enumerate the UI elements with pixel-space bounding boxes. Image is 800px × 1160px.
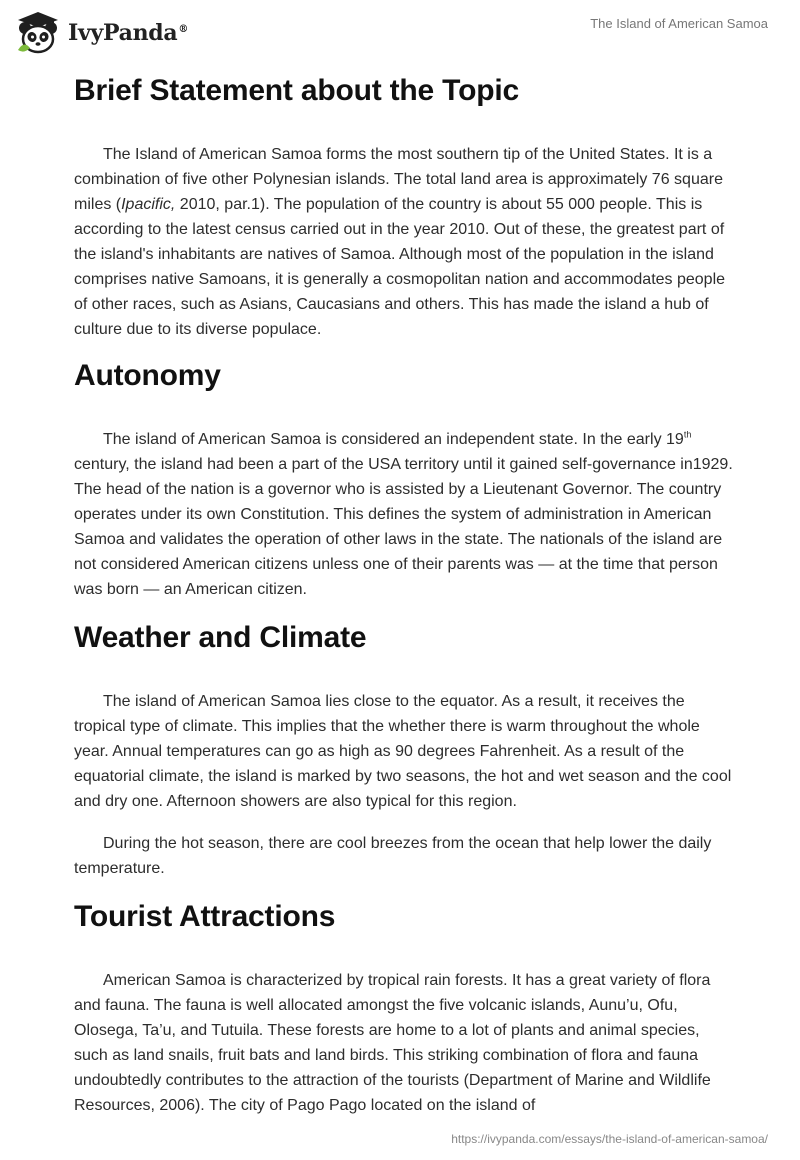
section-tourist-attractions <box>74 898 734 1118</box>
section-brief-statement <box>74 72 734 342</box>
section-heading: Autonomy <box>74 359 221 392</box>
essay-body <box>74 72 734 1120</box>
section-heading: Weather and Climate <box>74 621 367 654</box>
section-autonomy <box>74 357 734 602</box>
source-url-link[interactable]: https://ivypanda.com/essays/the-island-of-american-samoa/ <box>451 1132 768 1146</box>
brand-name: IvyPanda® <box>68 20 189 46</box>
panda-logo-icon <box>14 10 62 56</box>
ivypanda-logo[interactable] <box>14 10 189 56</box>
paragraph: The island of American Samoa lies close to the equator. As a result, it receives the tropical type of climate. This implies that the whether there is warm throughout the whole year. Annual temperatures can go as high as 90 degrees Fahrenheit. As a result of the equatorial climate, the island is marked by two seasons, the hot and wet season and the cool and dry one. Afternoon showers are also typical for this region. <box>74 693 732 810</box>
paragraph: American Samoa is characterized by tropical rain forests. It has a great variety of flora and fauna. The fauna is well allocated amongst the five volcanic islands, Aunu’u, Ofu, Olosega, Ta’u, and Tutuila. These forests are home to a lot of plants and animal species, such as land snails, fruit bats and land birds. This striking combination of flora and fauna undoubtedly contributes to the attraction of the tourists (Department of Marine and Wildlife Resources, 2006). The city of Pago Pago located on the island of <box>74 972 711 1114</box>
section-heading: Brief Statement about the Topic <box>74 74 519 107</box>
paragraph: During the hot season, there are cool breezes from the ocean that help lower the daily temperature. <box>74 835 712 877</box>
document-title: The Island of American Samoa <box>590 16 768 31</box>
section-heading: Tourist Attractions <box>74 900 336 933</box>
page-header <box>0 0 800 62</box>
section-weather-climate <box>74 619 734 881</box>
paragraph: The island of American Samoa is considered an independent state. In the early 19th century, the island had been a part of the USA territory until it gained self-governance in1929. The head of the nation is a governor who is assisted by a Lieutenant Governor. The country operates under its own Constitution. This defines the system of administration in American Samoa and validates the operation of other laws in the state. The nationals of the island are not considered American citizens unless one of their parents was — at the time that person was born — an American citizen. <box>74 429 733 598</box>
paragraph: The Island of American Samoa forms the most southern tip of the United States. It is a combination of five other Polynesian islands. The total land area is approximately 76 square miles (Ipacific, 2010, par.1). The population of the country is about 55 000 people. This is according to the latest census carried out in the year 2010. Out of these, the greatest part of the island's inhabitants are natives of Samoa. Although most of the population in the island comprises native Samoans, it is generally a cosmopolitan nation and accommodates people of other races, such as Asians, Caucasians and others. This has made the island a hub of culture due to its diverse populace. <box>74 146 726 338</box>
